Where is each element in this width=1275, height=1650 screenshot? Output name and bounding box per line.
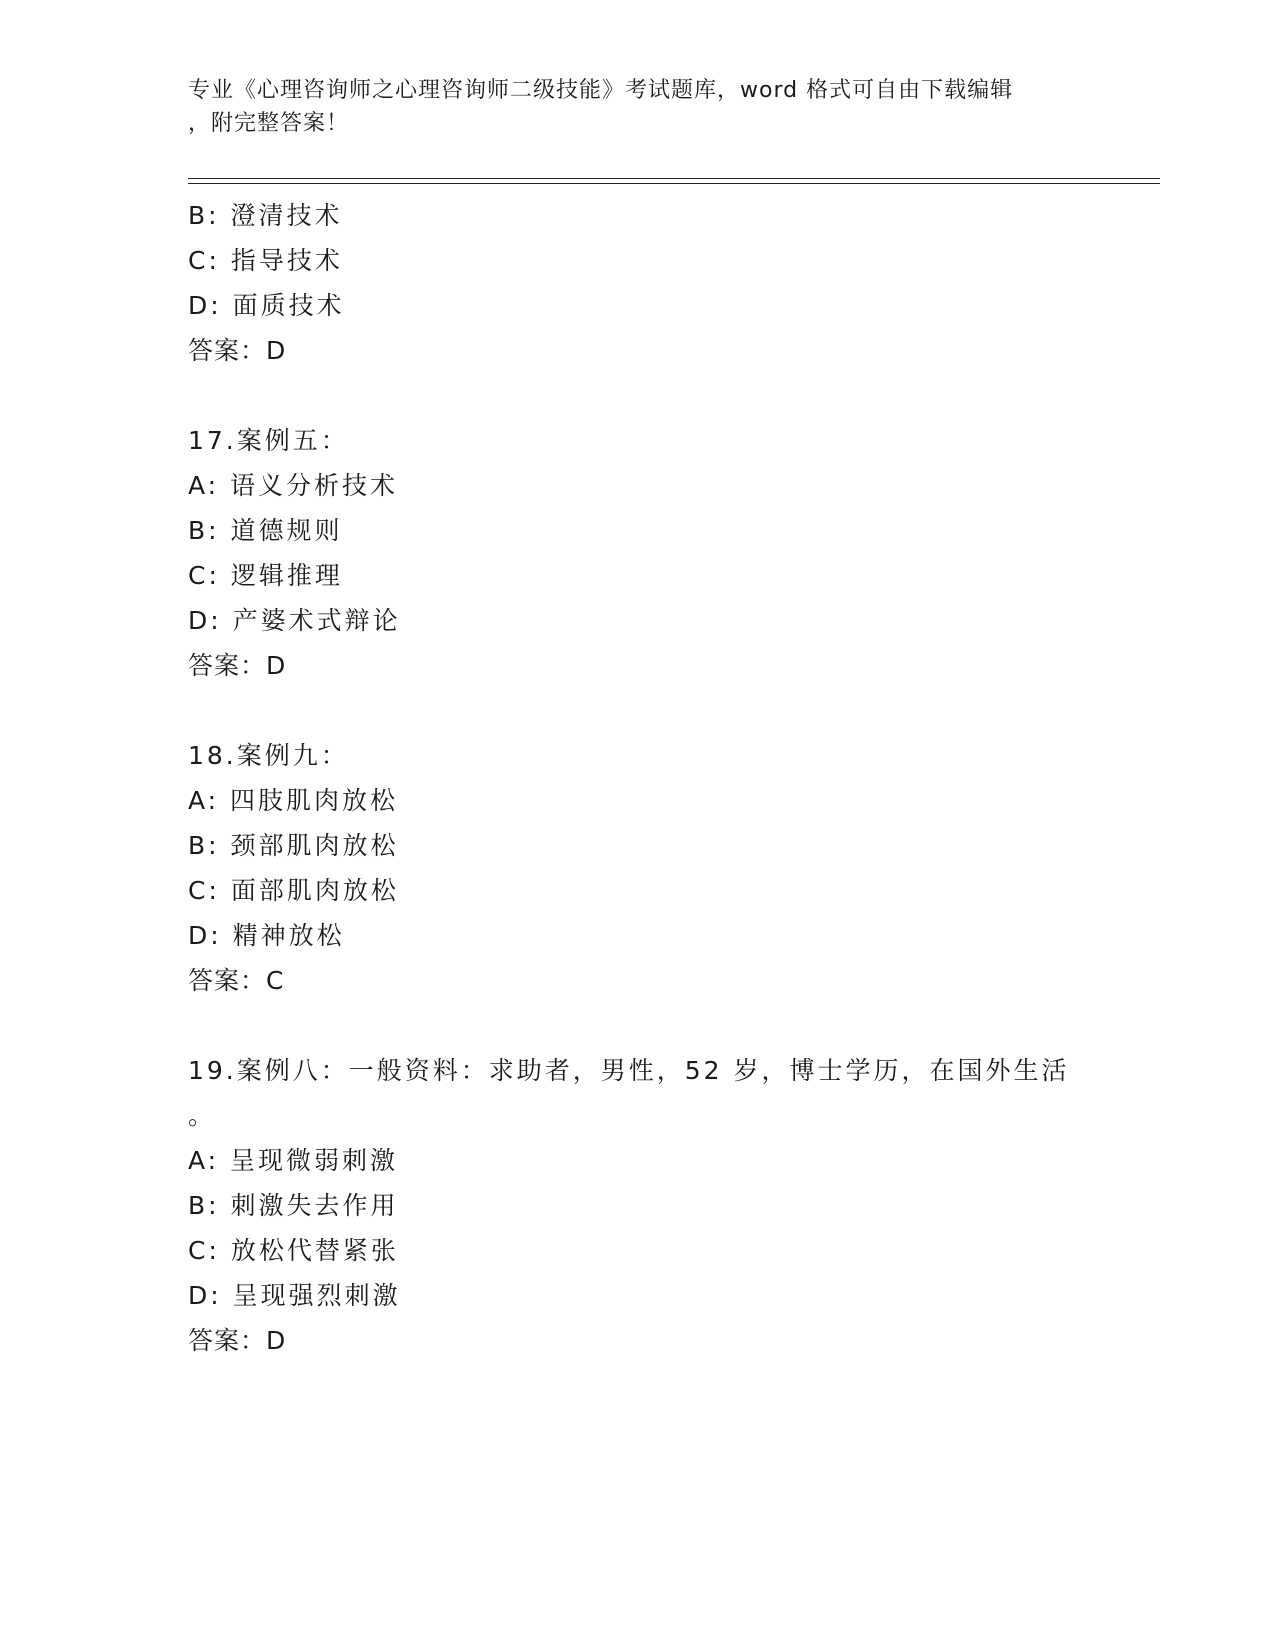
q17-title: 17.案例五： (188, 426, 349, 455)
q19-option-d: D: 呈现强烈刺激 (188, 1281, 401, 1310)
q19-title-continuation: 。 (188, 1101, 217, 1130)
q17-answer: 答案：D (188, 651, 287, 680)
q18-option-a: A: 四肢肌肉放松 (188, 786, 399, 815)
header-divider-bottom (188, 183, 1160, 184)
header-line-2: ，附完整答案！ (188, 111, 350, 136)
q19-option-b: B: 刺激失去作用 (188, 1191, 399, 1220)
q19-answer: 答案：D (188, 1326, 287, 1355)
document-header (188, 74, 1088, 140)
q16-option-b: B: 澄清技术 (188, 201, 343, 230)
q19-option-c: C: 放松代替紧张 (188, 1236, 399, 1265)
q16-answer: 答案：D (188, 336, 287, 365)
q17-option-d: D: 产婆术式辩论 (188, 606, 401, 635)
q18-option-b: B: 颈部肌肉放松 (188, 831, 399, 860)
q18-answer: 答案：C (188, 966, 285, 995)
header-divider-top (188, 178, 1160, 179)
q18-title: 18.案例九： (188, 741, 349, 770)
q18-option-d: D: 精神放松 (188, 921, 345, 950)
header-line-1: 专业《心理咨询师之心理咨询师二级技能》考试题库，word 格式可自由下载编辑 (188, 78, 1014, 103)
q19-option-a: A: 呈现微弱刺激 (188, 1146, 399, 1175)
q17-option-a: A: 语义分析技术 (188, 471, 399, 500)
q16-option-c: C: 指导技术 (188, 246, 343, 275)
q18-option-c: C: 面部肌肉放松 (188, 876, 399, 905)
q17-option-b: B: 道德规则 (188, 516, 343, 545)
q19-title: 19.案例八：一般资料：求助者，男性，52 岁，博士学历，在国外生活 (188, 1056, 1070, 1085)
q17-option-c: C: 逻辑推理 (188, 561, 343, 590)
q16-option-d: D: 面质技术 (188, 291, 345, 320)
